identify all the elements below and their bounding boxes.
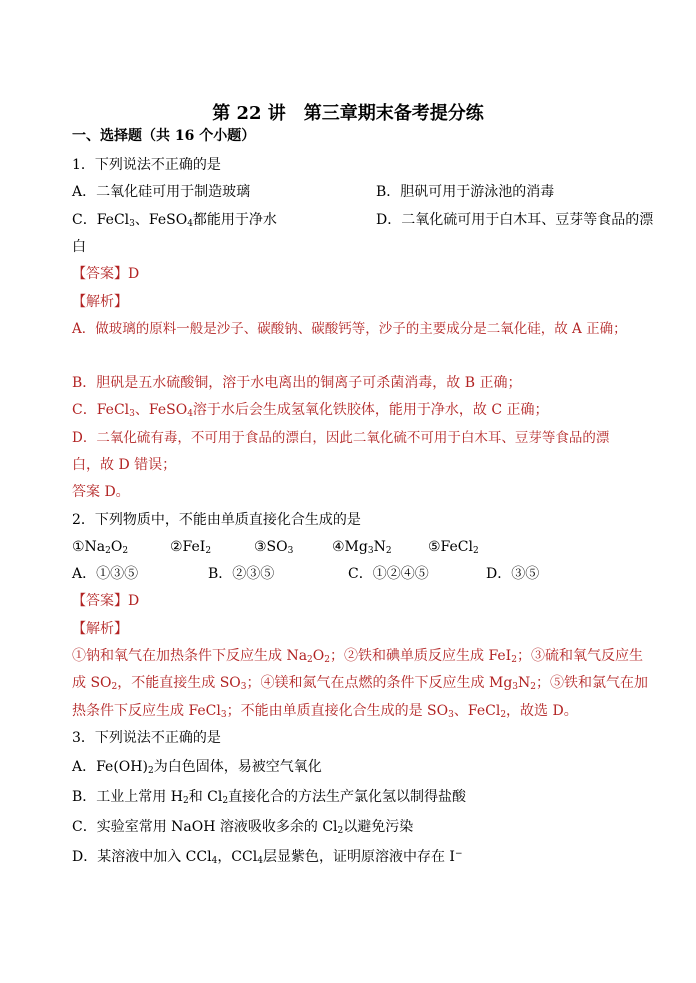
q2-item-1: $①Na_2O_2$ <box>72 539 129 556</box>
q3-option-c: C．实验室常用 NaOH 溶液吸收多余的 $Cl_2$以避免污染 <box>72 819 414 836</box>
q1-option-b: B．胆矾可用于游泳池的消毒 <box>376 184 555 200</box>
q2-item-3: $③SO_3$ <box>254 539 294 556</box>
q1-option-c: C．FeCl$_3$、FeSO$_4$都能用于净水 <box>72 212 277 229</box>
q1-option-d: D．二氧化硫可用于白木耳、豆芽等食品的漂 <box>376 212 654 228</box>
q1-option-a: A．二氧化硅可用于制造玻璃 <box>72 184 251 200</box>
q3-stem: 3．下列说法不正确的是 <box>72 730 221 746</box>
q3-option-d: D．某溶液中加入 CCl$_4$，CCl$_4$层显紫色，证明原溶液中存在 I− <box>72 849 463 866</box>
q2-exp-line3: 热条件下反应生成 FeCl$_3$；不能由单质直接化合生成的是 $SO_3$、FeCl$_2$，故选 D。 <box>72 703 578 720</box>
q2-item-4: $④Mg_3N_2$ <box>332 539 392 556</box>
q1-exp-d: D．二氧化硫有毒，不可用于食品的漂白，因此二氧化硫不可用于白木耳、豆芽等食品的漂 <box>72 430 610 446</box>
q1-answer: 【答案】D <box>72 266 140 282</box>
q2-option-b: B．②③⑤ <box>208 566 275 582</box>
q1-exp-b: B．胆矾是五水硫酸铜，溶于水电离出的铜离子可杀菌消毒，故 B 正确； <box>72 375 522 391</box>
q3-option-b: B．工业上常用 $H_2$和 $Cl_2$直接化合的方法生产氯化氢以制得盐酸 <box>72 789 467 806</box>
q1-option-d-cont: 白 <box>72 239 86 255</box>
q2-exp-line1: ①钠和氧气在加热条件下反应生成 $Na_2O_2$；②铁和碘单质反应生成 FeI$_2$；③硫和氧气反应生 <box>72 648 643 665</box>
q2-option-d: D．③⑤ <box>486 566 540 582</box>
q2-option-c: C．①②④⑤ <box>348 566 429 582</box>
q1-exp-d-cont: 白，故 D 错误； <box>72 457 177 473</box>
q1-final-answer: 答案 D。 <box>72 484 130 500</box>
q2-option-a: A．①③⑤ <box>72 566 139 582</box>
q2-answer: 【答案】D <box>72 593 140 609</box>
q2-item-5: ⑤FeCl$_2$ <box>428 539 479 556</box>
q1-analysis-label: 【解析】 <box>72 294 128 310</box>
q2-stem: 2．下列物质中，不能由单质直接化合生成的是 <box>72 512 361 528</box>
q1-stem: 1．下列说法不正确的是 <box>72 157 221 173</box>
q3-option-a: A．$Fe(OH)_2$为白色固体，易被空气氧化 <box>72 759 322 776</box>
q2-exp-line2: 成 $SO_2$，不能直接生成 $SO_3$；④镁和氮气在点燃的条件下反应生成 $Mg_3N_2$；⑤铁和氯气在加 <box>72 675 648 692</box>
section-heading: 一、选择题（共 16 个小题） <box>72 128 256 144</box>
q2-analysis-label: 【解析】 <box>72 621 128 637</box>
q1-exp-c: C．FeCl$_3$、FeSO$_4$溶于水后会生成氢氧化铁胶体，能用于净水，故 C 正确； <box>72 402 549 419</box>
q1-exp-a: A．做玻璃的原料一般是沙子、碳酸钠、碳酸钙等，沙子的主要成分是二氧化硅，故 A 正确； <box>72 321 627 337</box>
q2-item-2: ②FeI$_2$ <box>170 539 212 556</box>
page-title: 第 22 讲 第三章期末备考提分练 <box>212 103 484 124</box>
